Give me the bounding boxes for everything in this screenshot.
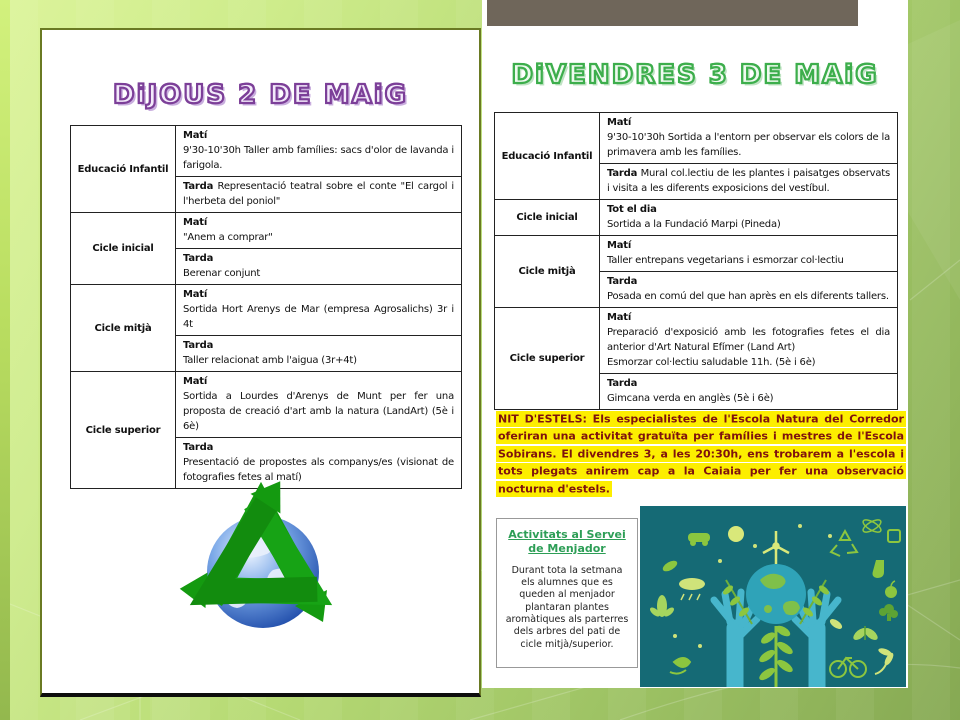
schedule-cell: Matí Sortida a Lourdes d'Arenys de Munt per fer una proposta de creació d'art amb la natura (LandArt) (5è i 6è) <box>176 372 462 438</box>
cycle-label-cell: Cicle inicial <box>495 200 600 236</box>
schedule-cell: Matí 9'30-10'30h Taller amb famílies: sacs d'olor de lavanda i farigola. <box>176 126 462 177</box>
schedule-row <box>495 236 898 272</box>
cycle-label-cell: Cicle inicial <box>71 213 176 285</box>
schedule-row <box>71 285 462 336</box>
schedule-cell: Matí 9'30-10'30h Sortida a l'entorn per observar els colors de la primavera amb les famílies. <box>600 113 898 164</box>
canteen-box-title: Activitats al Servei de Menjador <box>508 528 626 555</box>
schedule-cell: Matí Taller entrepans vegetarians i esmorzar col·lectiu <box>600 236 898 272</box>
schedule-cell: Tarda Taller relacionat amb l'aigua (3r+4t) <box>176 336 462 372</box>
cycle-label-cell: Cicle mitjà <box>495 236 600 308</box>
schedule-cell: Matí Preparació d'exposició amb les fotografies fetes el dia anterior d'Art Natural Efímer (Land Art) Esmorzar col·lectiu saludable 11h. (5è i 6è) <box>600 308 898 374</box>
eco-hands-earth-illustration <box>640 506 906 687</box>
schedule-cell: Tarda Mural col.lectiu de les plantes i paisatges observats i visita a les diferents exposicions del vestíbul. <box>600 164 898 200</box>
right-page-bottom-row <box>496 506 906 687</box>
cycle-label-cell: Cicle superior <box>71 372 176 489</box>
schedule-row <box>71 213 462 249</box>
left-page-title: DiJOUS 2 DE MAiG <box>113 80 408 110</box>
schedule-cell: Tarda Berenar conjunt <box>176 249 462 285</box>
cycle-label-cell: Educació Infantil <box>71 126 176 213</box>
left-schedule-table <box>70 125 462 489</box>
left-page <box>40 28 481 697</box>
recycle-arrows-earth-icon <box>133 442 389 692</box>
schedule-row <box>71 126 462 177</box>
cycle-label-cell: Cicle mitjà <box>71 285 176 372</box>
right-schedule-table <box>494 112 898 410</box>
schedule-cell: Tarda Presentació de propostes als companys/es (visionat de fotografies fetes al matí) <box>176 438 462 489</box>
cycle-label-cell: Educació Infantil <box>495 113 600 200</box>
stars-night-note <box>496 410 906 498</box>
schedule-row <box>71 372 462 438</box>
eco-illustration-icon <box>640 506 906 687</box>
top-gray-bar <box>487 0 858 26</box>
schedule-row <box>495 113 898 164</box>
schedule-cell: Tarda Representació teatral sobre el conte "El cargol i l'herbeta del poniol" <box>176 177 462 213</box>
earth-globe-small-icon <box>746 564 806 624</box>
stars-night-note-text: NIT D'ESTELS: Els especialistes de l'Escola Natura del Corredor oferiran una activitat gratuïta per famílies i mestres de l'Escola Sobirans. El divendres 3, a les 20:30h, ens trobarem a l'escola i tots plegats anirem cap a la Caiaia per fer una observació nocturna d'estels. <box>498 412 904 496</box>
schedule-row <box>495 200 898 236</box>
schedule-row <box>495 308 898 374</box>
canteen-activities-box <box>496 518 638 668</box>
left-schedule-table-body <box>71 126 462 489</box>
schedule-cell: Matí "Anem a comprar" <box>176 213 462 249</box>
schedule-cell: Tarda Gimcana verda en anglès (5è i 6è) <box>600 374 898 410</box>
schedule-cell: Tot el dia Sortida a la Fundació Marpi (Pineda) <box>600 200 898 236</box>
schedule-cell: Tarda Posada en comú del que han après en els diferents tallers. <box>600 272 898 308</box>
right-page <box>482 0 908 688</box>
sun-icon <box>728 526 744 542</box>
recycling-earth-image <box>133 442 389 692</box>
right-page-title: DiVENDRES 3 DE MAiG <box>511 60 879 90</box>
right-schedule-table-body <box>495 113 898 410</box>
schedule-cell: Matí Sortida Hort Arenys de Mar (empresa Agrosalichs) 3r i 4t <box>176 285 462 336</box>
cycle-label-cell: Cicle superior <box>495 308 600 410</box>
canteen-box-body: Durant tota la setmana els alumnes que es queden al menjador plantaran plantes aromàtiques als parterres dels arbres del pati de cicle mitjà/superior. <box>505 564 629 650</box>
left-edge-strip <box>0 0 10 720</box>
